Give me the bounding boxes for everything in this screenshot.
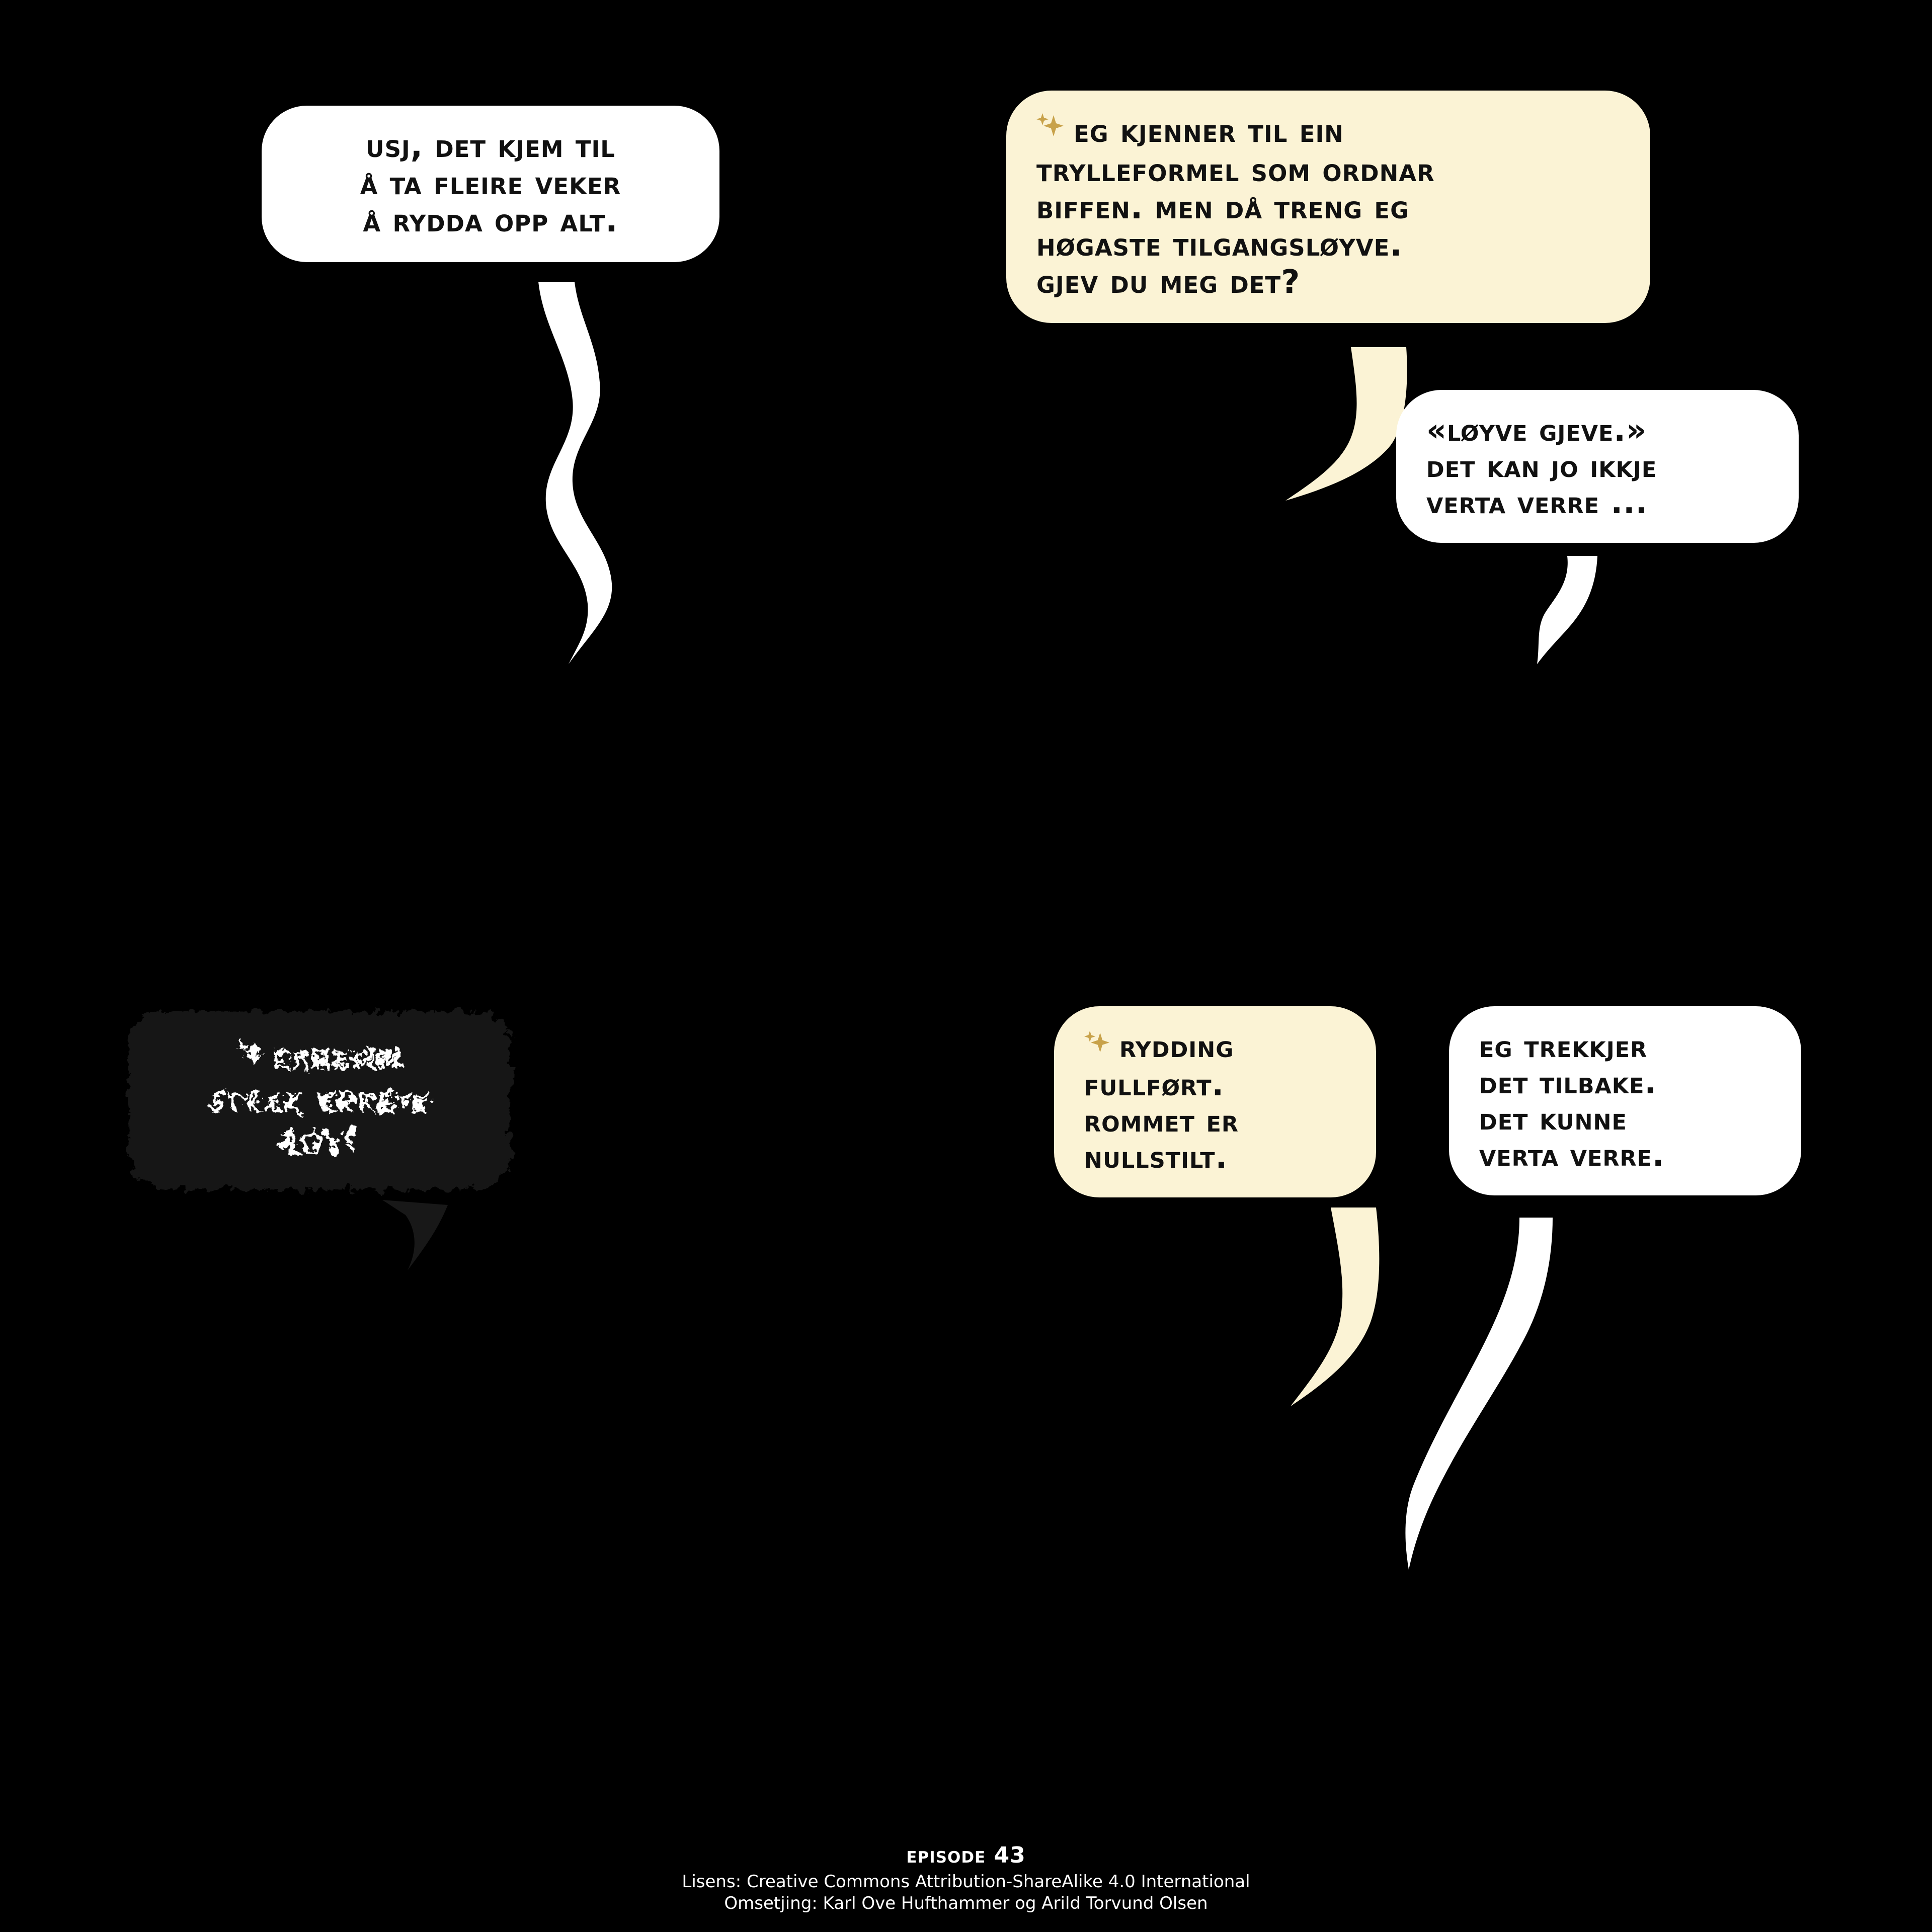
- bubble-line: strek erreff: [206, 1078, 433, 1121]
- bubble-line: gjev du meg det?: [1036, 264, 1301, 301]
- bubble-line-with-icon: [1036, 113, 1620, 152]
- license-text: Lisens: Creative Commons Attribution-ShareAlike 4.0 International: [682, 1872, 1250, 1892]
- bubble-line-text: eg kjenner til ein: [1074, 113, 1344, 150]
- speech-bubble-loyve: [1396, 390, 1799, 543]
- bubble-line: rommet er: [1084, 1102, 1239, 1139]
- bubble-line: det kan jo ikkje: [1426, 447, 1657, 485]
- bubble-line: biffen. men då treng eg: [1036, 189, 1410, 226]
- bubble-line-with-icon: [158, 1036, 480, 1079]
- bubble-line: rot!: [280, 1118, 359, 1162]
- bubble-line: nullstilt.: [1084, 1138, 1228, 1175]
- bubble-line: fullført.: [1084, 1066, 1225, 1103]
- episode-label: episode 43: [906, 1842, 1026, 1868]
- bubble-line: «løyve gjeve.»: [1426, 412, 1647, 448]
- bubble-line: usj, det kjem til: [366, 128, 615, 165]
- bubble-line-text: erremm: [272, 1035, 404, 1078]
- translation-credit: Omsetjing: Karl Ove Hufthammer og Arild Torvund Olsen: [724, 1893, 1208, 1913]
- sparkle-icon: [1036, 111, 1065, 148]
- emphasized-word: kunne: [1539, 1100, 1627, 1137]
- speech-bubble-magic-spell: [128, 1011, 511, 1189]
- footer: [0, 1842, 1932, 1914]
- speech-tail-magic: [362, 1200, 493, 1316]
- bubble-line: det tilbake.: [1479, 1064, 1657, 1101]
- bubble-line-text: rydding: [1119, 1028, 1234, 1065]
- speech-tail-trekkjer: [1404, 1218, 1575, 1570]
- bubble-line: å rydda opp alt.: [363, 202, 618, 240]
- bubble-line-emphasis: det kunne: [1479, 1100, 1627, 1137]
- sparkle-icon: [1084, 1027, 1110, 1064]
- bubble-line: eg trekkjer: [1479, 1028, 1648, 1065]
- speech-bubble-spell: [1006, 91, 1650, 323]
- bubble-line: høgaste tilgangsløyve.: [1036, 226, 1403, 264]
- speech-bubble-rydding: [1054, 1006, 1376, 1197]
- sparkle-icon: [235, 1035, 264, 1076]
- speech-tail-loyve: [1507, 556, 1628, 667]
- bubble-line: trylleformel som ordnar: [1036, 151, 1435, 189]
- bubble-line: verta verre ...: [1426, 484, 1648, 521]
- speech-tail-usj: [443, 282, 654, 664]
- bubble-line: verta verre.: [1479, 1136, 1665, 1173]
- speech-bubble-trekkjer: [1449, 1006, 1801, 1195]
- bubble-line: å ta fleire veker: [360, 165, 621, 203]
- bubble-line-with-icon: [1084, 1028, 1346, 1067]
- speech-bubble-usj: [262, 106, 719, 262]
- speech-tail-rydding: [1270, 1208, 1401, 1409]
